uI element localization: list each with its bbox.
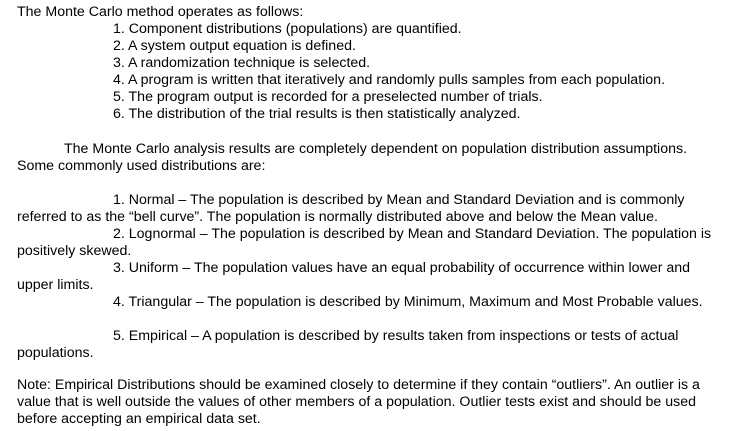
distribution-item: 3. Uniform – The population values have an equal probability of occurrence within lower and upper limits. — [17, 260, 691, 293]
distribution-item: 2. Lognormal – The population is described by Mean and Standard Deviation. The population is positively skewed. — [17, 226, 712, 259]
note-paragraph: Note: Empirical Distributions should be examined closely to determine if they contain “outliers”. An outlier is a value that is well outside the values of other members of a population. Outlier tests exist and should be used before accepting an empirical data set. — [17, 377, 700, 427]
step-item: 2. A system output equation is defined. — [113, 38, 356, 54]
distribution-item: 4. Triangular – The population is described by Minimum, Maximum and Most Probable values. — [113, 294, 703, 310]
intro-text: The Monte Carlo method operates as follows: — [17, 4, 304, 20]
step-item: 4. A program is written that iteratively and randomly pulls samples from each population. — [113, 72, 666, 88]
step-item: 6. The distribution of the trial results is then statistically analyzed. — [113, 106, 521, 122]
distribution-item: 5. Empirical – A population is described by results taken from inspections or tests of actual populations. — [17, 328, 679, 361]
step-item: 1. Component distributions (populations) are quantified. — [113, 21, 462, 37]
results-paragraph: The Monte Carlo analysis results are completely dependent on population distribution assumptions. Some commonly used distributions are: — [17, 141, 688, 174]
step-item: 5. The program output is recorded for a preselected number of trials. — [113, 89, 543, 105]
distribution-item: 1. Normal – The population is described by Mean and Standard Deviation and is commonly referred to as the “bell curve”. The population is normally distributed above and below the Mean value. — [17, 192, 685, 225]
step-item: 3. A randomization technique is selected. — [113, 55, 371, 71]
